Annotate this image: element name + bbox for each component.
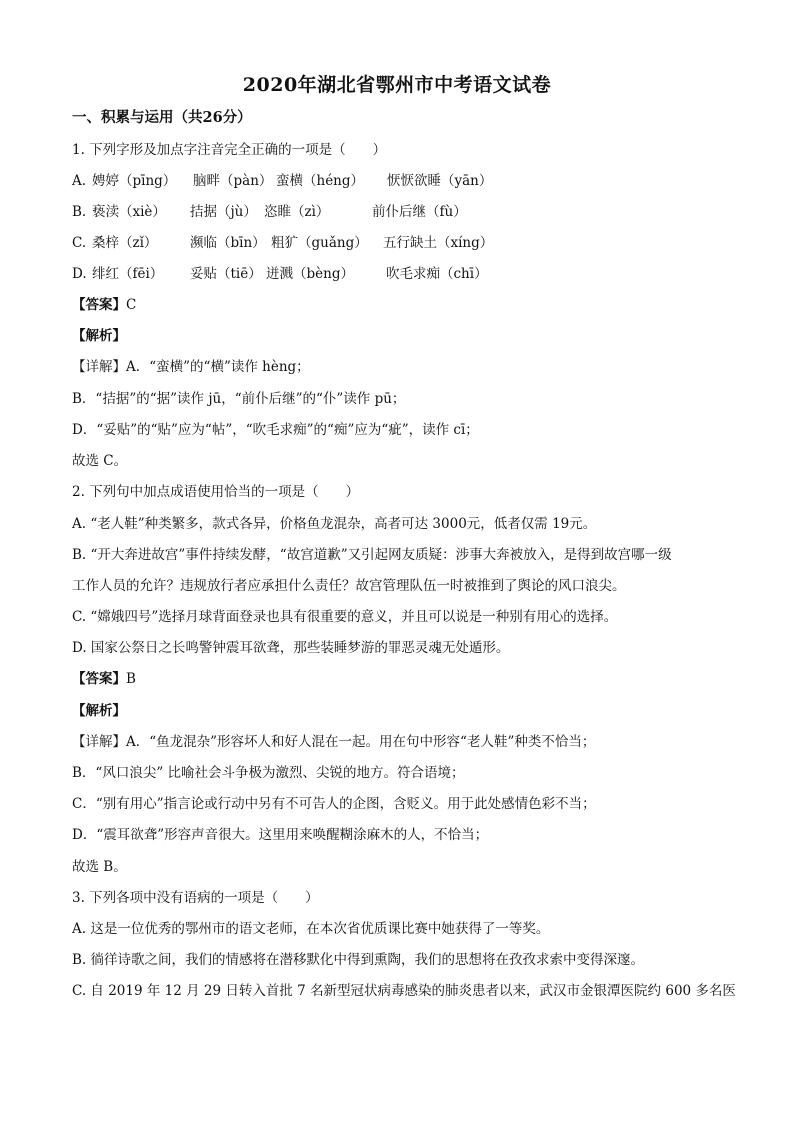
option-item: 恹恹欲睡（yān） [387, 173, 493, 189]
option-item: 桑梓（zǐ） [92, 235, 158, 251]
page-title: 2020年湖北省鄂州市中考语文试卷 [242, 74, 552, 96]
option-item: 拮据（jù） [190, 204, 257, 220]
section-heading: 一、积累与运用（共26分） [72, 109, 252, 126]
option-item: 粗犷（guǎng） [271, 235, 368, 251]
option-item: 娉婷（pīng） [92, 173, 177, 189]
question-1-detail-line: D．“妥贴”的“贴”应为“帖”，“吹毛求痴”的“痴”应为“疵”，读作 cī； [72, 422, 479, 438]
question-2-option-line: A. “老人鞋”种类繁多，款式各异，价格鱼龙混杂，高者可达 3000元，低者仅需 19元。 [72, 516, 597, 532]
question-2-option-line: 工作人员的允许？违规放行者应承担什么责任？故宫管理队伍一时被推到了舆论的风口浪尖。 [72, 578, 626, 594]
question-1-analysis-tag: 【解析】 [72, 328, 126, 344]
option-item: 五行缺土（xíng） [383, 235, 494, 251]
question-2-detail-line: B．“风口浪尖” 比喻社会斗争极为激烈、尖锐的地方。符合语境； [72, 765, 465, 781]
option-item: 恣睢（zì） [264, 204, 330, 220]
question-1-answer [72, 295, 136, 315]
question-3-option-line: A. 这是一位优秀的鄂州市的语文老师，在本次省优质课比赛中她获得了一等奖。 [72, 921, 550, 937]
option-item: 吹毛求痴（chī） [386, 266, 488, 282]
option-item: 绯红（fēi） [92, 266, 164, 282]
question-3-option-line: C. 自 2019 年 12 月 29 日转入首批 7 名新型冠状病毒感染的肺炎患者以来，武汉市金银潭医院约 600 多名医 [72, 983, 736, 999]
question-3-stem: 3. 下列各项中没有语病的一项是（ ） [72, 890, 319, 906]
question-2-detail-line: 【详解】A．“鱼龙混杂”形容坏人和好人混在一起。用在句中形容“老人鞋”种类不恰当； [72, 734, 596, 750]
question-2-answer [72, 669, 136, 689]
answer-tag: 【答案】 [72, 297, 126, 313]
option-item: 前仆后继（fù） [372, 204, 467, 220]
answer-tag: 【答案】 [72, 671, 126, 687]
question-1-detail-line: 故选 C。 [72, 453, 128, 469]
option-label: A. [72, 173, 87, 189]
question-2-detail-line: 故选 B。 [72, 859, 127, 875]
option-label: B. [72, 204, 87, 220]
question-3-option-line: B. 徜徉诗歌之间，我们的情感将在潜移默化中得到熏陶，我们的思想将在孜孜求索中变得深邃。 [72, 952, 645, 968]
option-item: 蛮横（héng） [276, 173, 365, 189]
question-2-option-line: C. “嫦娥四号”选择月球背面登录也具有很重要的意义，并且可以说是一种别有用心的选择。 [72, 609, 618, 625]
option-item: 妥贴（tiē） [190, 266, 262, 282]
option-label: D. [72, 266, 87, 282]
question-1-detail-line: 【详解】A．“蛮横”的“横”读作 hèng； [72, 359, 310, 375]
question-1-detail-line: B．“拮据”的“据”读作 jū，“前仆后继”的“仆”读作 pū； [72, 391, 406, 407]
option-item: 脑畔（pàn） [193, 173, 273, 189]
option-item: 亵渎（xiè） [92, 204, 166, 220]
option-label: C. [72, 235, 87, 251]
question-2-stem: 2. 下列句中加点成语使用恰当的一项是（ ） [72, 484, 360, 500]
question-1-stem: 1. 下列字形及加点字注音完全正确的一项是（ ） [72, 142, 387, 158]
answer-value: B [126, 671, 136, 687]
question-2-option-line: D. 国家公祭日之长鸣警钟震耳欲聋，那些装睡梦游的罪恶灵魂无处遁形。 [72, 640, 510, 656]
option-item: 濒临（bīn） [190, 235, 266, 251]
option-item: 迸溅（bèng） [266, 266, 354, 282]
question-2-detail-line: D．“震耳欲聋”形容声音很大。这里用来唤醒糊涂麻木的人，不恰当； [72, 827, 489, 843]
question-2-detail-line: C．“别有用心”指言论或行动中另有不可告人的企图，含贬义。用于此处感情色彩不当； [72, 796, 596, 812]
question-2-option-line: B. “开大奔进故宫”事件持续发酵，“故宫道歉”又引起网友质疑：涉事大奔被放入，是得到故宫哪一级 [72, 547, 672, 563]
answer-value: C [126, 297, 137, 313]
question-2-analysis-tag: 【解析】 [72, 703, 126, 719]
